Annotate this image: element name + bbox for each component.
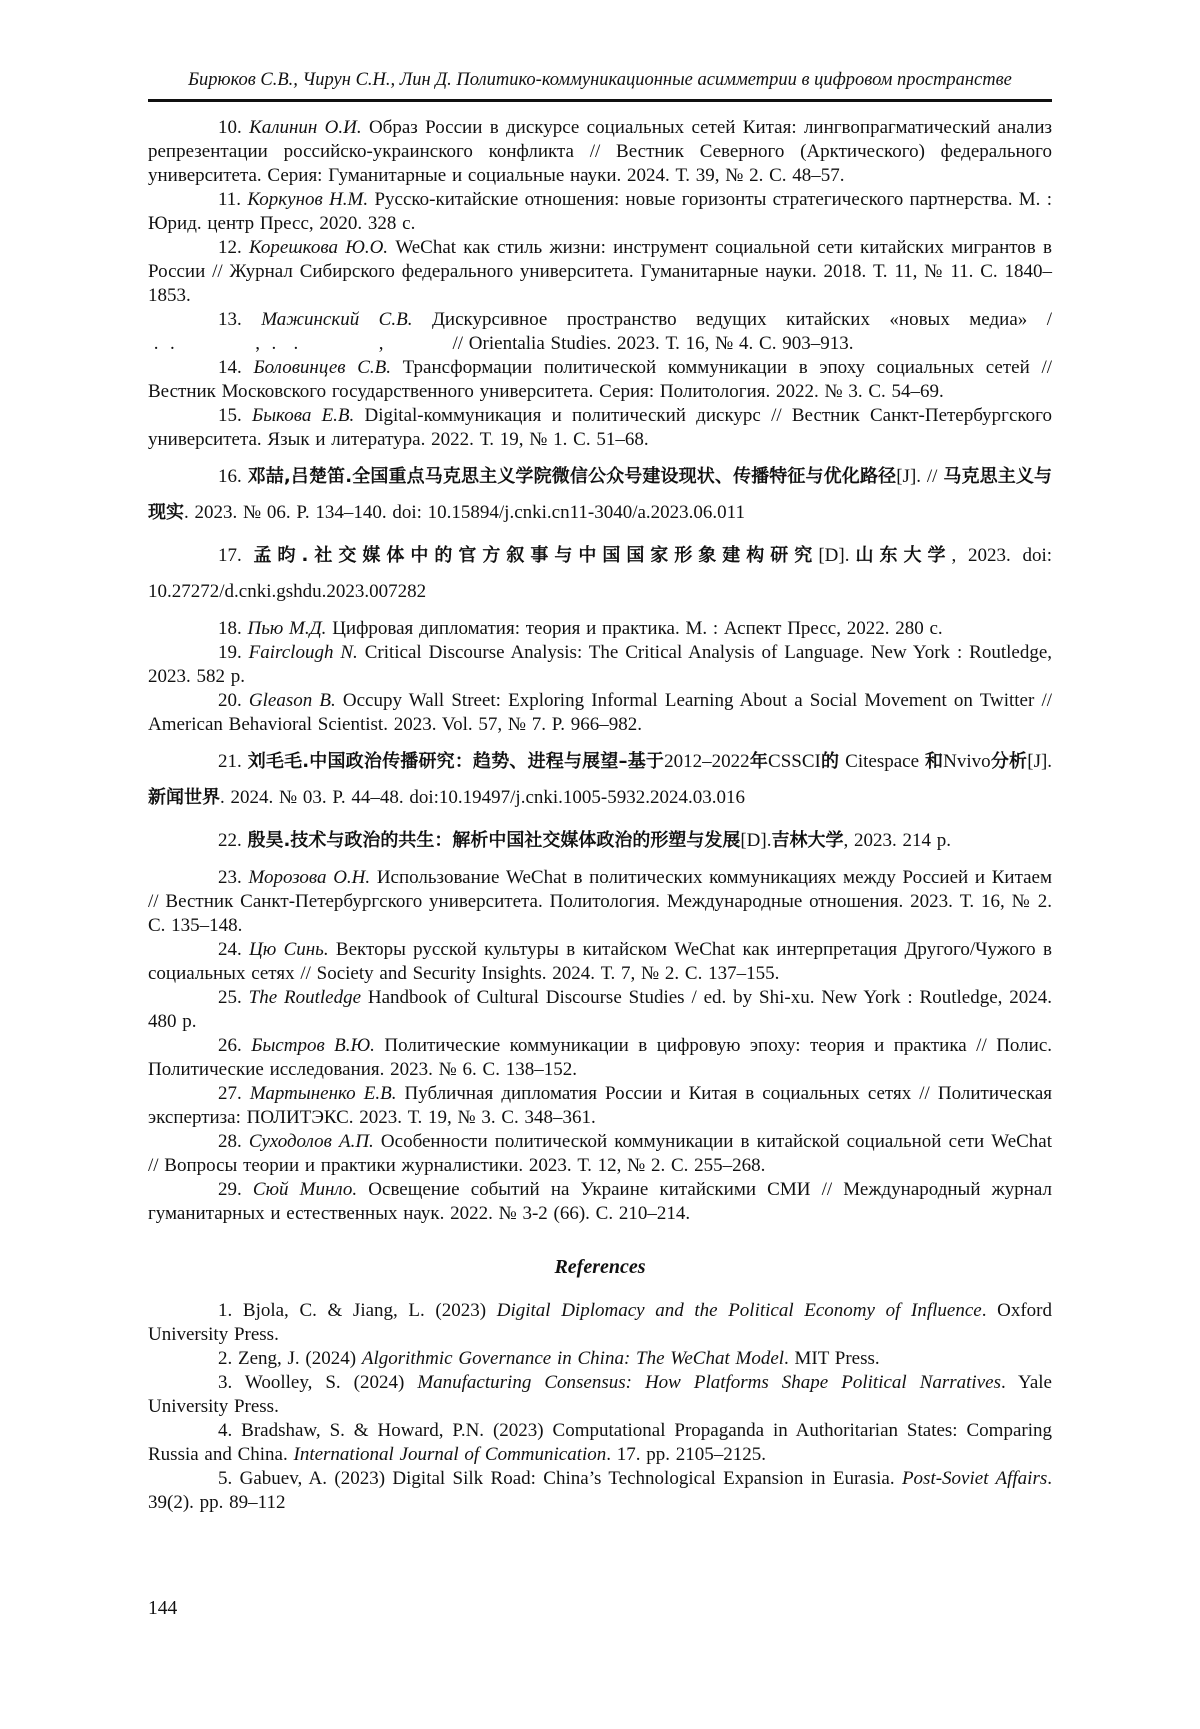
- reference-author: Fairclough N.: [248, 642, 358, 663]
- reference-author: Коркунов Н.М.: [247, 189, 369, 210]
- reference-text: 22.: [218, 830, 248, 851]
- reference-text-cjk: 吉林大学: [771, 830, 844, 851]
- reference-item: [148, 1178, 1052, 1226]
- reference-item: [148, 986, 1052, 1034]
- reference-text: Nvivo: [943, 751, 991, 772]
- reference-text-cjk: 分析: [990, 751, 1028, 772]
- reference-text-cjk: 的: [820, 751, 840, 772]
- reference-text: Дискурсивное пространство ведущих китайских «новых медиа» /: [412, 309, 1053, 330]
- reference-text: 24.: [218, 939, 250, 960]
- reference-text: . 2024. № 03. P. 44–48. doi:10.19497/j.cnki.1005-5932.2024.03.016: [220, 787, 745, 808]
- reference-text: 18.: [218, 618, 248, 639]
- reference-author: Быстров В.Ю.: [251, 1035, 375, 1056]
- reference-text: [D].: [818, 545, 850, 566]
- reference-text-cjk: 年: [749, 751, 769, 772]
- reference-text: Особенности политической коммуникации в китайской социальной сети WeChat // Вопросы теории и практики журналистики. 2023. Т. 12, № 2. С. 255–268.: [148, 1131, 1053, 1176]
- reference-text: Образ России в дискурсе социальных сетей Китая: лингвопрагматический анализ репрезентации российско-украинского конфликта // Вестник Северного (Арктического) федерального университета. Серия: Гуманитарные и социальные науки. 2024. Т. 39, № 2. С. 48–57.: [148, 117, 1052, 186]
- reference-author: Gleason B.: [248, 690, 336, 711]
- reference-author: Post-Soviet Affairs: [901, 1468, 1048, 1489]
- reference-text-cjk: 孟昀.社交媒体中的官方叙事与中国国家形象建构研究: [253, 545, 819, 566]
- reference-text: 15.: [218, 405, 252, 426]
- reference-text: 19.: [218, 642, 249, 663]
- reference-text: Трансформации политической коммуникации в эпоху социальных сетей // Вестник Московского государственного университета. Серия: Политология. 2022. № 3. С. 54–69.: [148, 357, 1052, 402]
- reference-text: [J]. //: [896, 466, 944, 487]
- reference-author: International Journal of Communication: [293, 1444, 607, 1465]
- reference-text: . . , . . , // Orientalia Studies. 2023. Т. 16, № 4. С. 903–913.: [148, 333, 854, 354]
- reference-item: [148, 332, 1052, 356]
- reference-text: Critical Discourse Analysis: The Critical Analysis of Language. New York : Routledge, 2023. 582 p.: [148, 642, 1052, 687]
- reference-item: [148, 823, 1052, 859]
- reference-text: 12.: [218, 237, 250, 258]
- reference-text: [J].: [1027, 751, 1053, 772]
- reference-text: , 2023. 214 p.: [843, 830, 951, 851]
- reference-text: 10.: [218, 117, 250, 138]
- reference-author: Боловинцев С.В.: [253, 357, 391, 378]
- reference-text: Русско-китайские отношения: новые горизонты стратегического партнерства. М. : Юрид. центр Пресс, 2020. 328 с.: [148, 189, 1053, 234]
- reference-item: [148, 1082, 1052, 1130]
- reference-item: [148, 1299, 1052, 1347]
- reference-text-cjk: 山东大学: [849, 545, 952, 566]
- reference-text: 26.: [218, 1035, 252, 1056]
- reference-item: [148, 188, 1052, 236]
- reference-author: Мажинский С.В.: [261, 309, 413, 330]
- reference-text: 1. Bjola, C. & Jiang, L. (2023): [218, 1300, 497, 1321]
- reference-item: [148, 1419, 1052, 1467]
- reference-text: Политические коммуникации в цифровую эпоху: теория и практика // Полис. Политические исследования. 2023. № 6. С. 138–152.: [148, 1035, 1052, 1080]
- reference-item: [148, 1130, 1052, 1178]
- reference-author: Цю Синь.: [249, 939, 329, 960]
- reference-text: 28.: [218, 1131, 249, 1152]
- reference-text: 27.: [218, 1083, 250, 1104]
- page-number: 144: [148, 1598, 178, 1619]
- reference-author: Суходолов А.П.: [248, 1131, 374, 1152]
- reference-author: Быкова Е.В.: [251, 405, 355, 426]
- references-heading: References: [554, 1256, 646, 1278]
- reference-text: 4. Bradshaw, S. & Howard, P.N. (2023) Computational Propaganda in Authoritarian States: Comparing Russia and China.: [148, 1420, 1052, 1465]
- reference-text: . Oxford University Press.: [148, 1300, 1052, 1345]
- reference-text-cjk: 和: [924, 751, 944, 772]
- bibliography-section: [148, 116, 1052, 1226]
- reference-text: Handbook of Cultural Discourse Studies / ed. by Shi-xu. New York : Routledge, 2024. 480 p.: [148, 987, 1053, 1032]
- reference-text: [D].: [740, 830, 772, 851]
- reference-item: [148, 356, 1052, 404]
- reference-text: 13.: [218, 309, 262, 330]
- reference-text: 20.: [218, 690, 249, 711]
- page-content: [148, 70, 1052, 1515]
- reference-text: 14.: [218, 357, 254, 378]
- reference-text-cjk: 殷昊.技术与政治的共生：解析中国社交媒体政治的形塑与发展: [247, 830, 741, 851]
- reference-text: Использование WeChat в политических коммуникациях между Россией и Китаем // Вестник Санкт-Петербургского университета. Политология. Международные отношения. 2023. Т. 16, № 2. С. 135–148.: [148, 867, 1052, 936]
- running-head: Бирюков С.В., Чирун С.Н., Лин Д. Политико-коммуникационные асимметрии в цифровом пространстве: [148, 70, 1052, 102]
- reference-author: Digital Diplomacy and the Political Economy of Influence: [496, 1300, 982, 1321]
- reference-text: . Yale University Press.: [148, 1372, 1052, 1417]
- reference-item: [148, 236, 1052, 308]
- reference-text: 29.: [218, 1179, 253, 1200]
- reference-author: Сюй Минло.: [252, 1179, 358, 1200]
- reference-author: Морозова О.Н.: [248, 867, 371, 888]
- reference-text: 21.: [218, 751, 248, 772]
- reference-author: Корешкова Ю.О.: [249, 237, 389, 258]
- reference-text: Публичная дипломатия России и Китая в социальных сетях // Политическая экспертиза: ПОЛИТЭКС. 2023. Т. 19, № 3. С. 348–361.: [148, 1083, 1053, 1128]
- reference-item: [148, 308, 1052, 332]
- reference-text: Цифровая дипломатия: теория и практика. М. : Аспект Пресс, 2022. 280 с.: [326, 618, 943, 639]
- reference-text: 17.: [218, 545, 254, 566]
- reference-text: 2. Zeng, J. (2024): [218, 1348, 362, 1369]
- reference-item: [148, 459, 1052, 531]
- reference-item: [148, 116, 1052, 188]
- reference-item: [148, 538, 1052, 610]
- reference-text: 16.: [218, 466, 248, 487]
- reference-author: Algorithmic Governance in China: The WeChat Model: [361, 1348, 785, 1369]
- reference-item: [148, 1467, 1052, 1515]
- references-section: [148, 1299, 1052, 1515]
- reference-author: The Routledge: [248, 987, 362, 1008]
- reference-author: Пью М.Д.: [247, 618, 327, 639]
- reference-text: Векторы русской культуры в китайском WeChat как интерпретация Другого/Чужого в социальных сетях // Society and Security Insights. 2024. Т. 7, № 2. С. 137–155.: [148, 939, 1052, 984]
- reference-item: [148, 617, 1052, 641]
- reference-text: 2012–2022: [664, 751, 750, 772]
- reference-text: . 39(2). pp. 89–112: [148, 1468, 1052, 1513]
- reference-text: . 2023. № 06. P. 134–140. doi: 10.15894/j.cnki.cn11-3040/a.2023.06.011: [184, 502, 745, 523]
- reference-text-cjk: 刘毛毛.中国政治传播研究：趋势、进程与展望–基于: [247, 751, 665, 772]
- reference-item: [148, 689, 1052, 737]
- reference-text: . 17. pp. 2105–2125.: [606, 1444, 767, 1465]
- reference-item: [148, 641, 1052, 689]
- reference-text: 25.: [218, 987, 249, 1008]
- reference-item: [148, 938, 1052, 986]
- reference-text: 11.: [218, 189, 248, 210]
- reference-text: 23.: [218, 867, 249, 888]
- reference-text-cjk: 新闻世界: [148, 787, 220, 808]
- reference-item: [148, 1347, 1052, 1371]
- reference-item: [148, 866, 1052, 938]
- reference-text-cjk: 马克思主义与现实: [148, 466, 1053, 523]
- reference-text: 3. Woolley, S. (2024): [218, 1372, 418, 1393]
- reference-text-cjk: 邓喆,吕楚笛.全国重点马克思主义学院微信公众号建设现状、传播特征与优化路径: [247, 466, 897, 487]
- reference-text: . MIT Press.: [784, 1348, 880, 1369]
- reference-text: Citespace: [839, 751, 925, 772]
- reference-item: [148, 1371, 1052, 1419]
- reference-text: 5. Gabuev, A. (2023) Digital Silk Road: China’s Technological Expansion in Eurasia.: [218, 1468, 902, 1489]
- reference-item: [148, 1034, 1052, 1082]
- reference-text: Digital-коммуникация и политический дискурс // Вестник Санкт-Петербургского университета. Язык и литература. 2022. Т. 19, № 1. С. 51–68.: [148, 405, 1052, 450]
- reference-author: Мартыненко Е.В.: [249, 1083, 397, 1104]
- reference-text: WeChat как стиль жизни: инструмент социальной сети китайских мигрантов в России // Журнал Сибирского федерального университета. Гуманитарные науки. 2018. Т. 11, № 11. С. 1840–1853.: [148, 237, 1053, 306]
- reference-author: Калинин О.И.: [249, 117, 362, 138]
- reference-text: CSSCI: [768, 751, 821, 772]
- reference-author: Manufacturing Consensus: How Platforms Shape Political Narratives: [417, 1372, 1001, 1393]
- reference-text: Освещение событий на Украине китайскими СМИ // Международный журнал гуманитарных и естественных наук. 2022. № 3-2 (66). С. 210–214.: [148, 1179, 1053, 1224]
- reference-item: [148, 404, 1052, 452]
- reference-text: Occupy Wall Street: Exploring Informal Learning About a Social Movement on Twitter // American Behavioral Scientist. 2023. Vol. 57, № 7. P. 966–982.: [148, 690, 1053, 735]
- reference-item: [148, 744, 1052, 816]
- reference-text: , 2023. doi: 10.27272/d.cnki.gshdu.2023.007282: [148, 545, 1053, 602]
